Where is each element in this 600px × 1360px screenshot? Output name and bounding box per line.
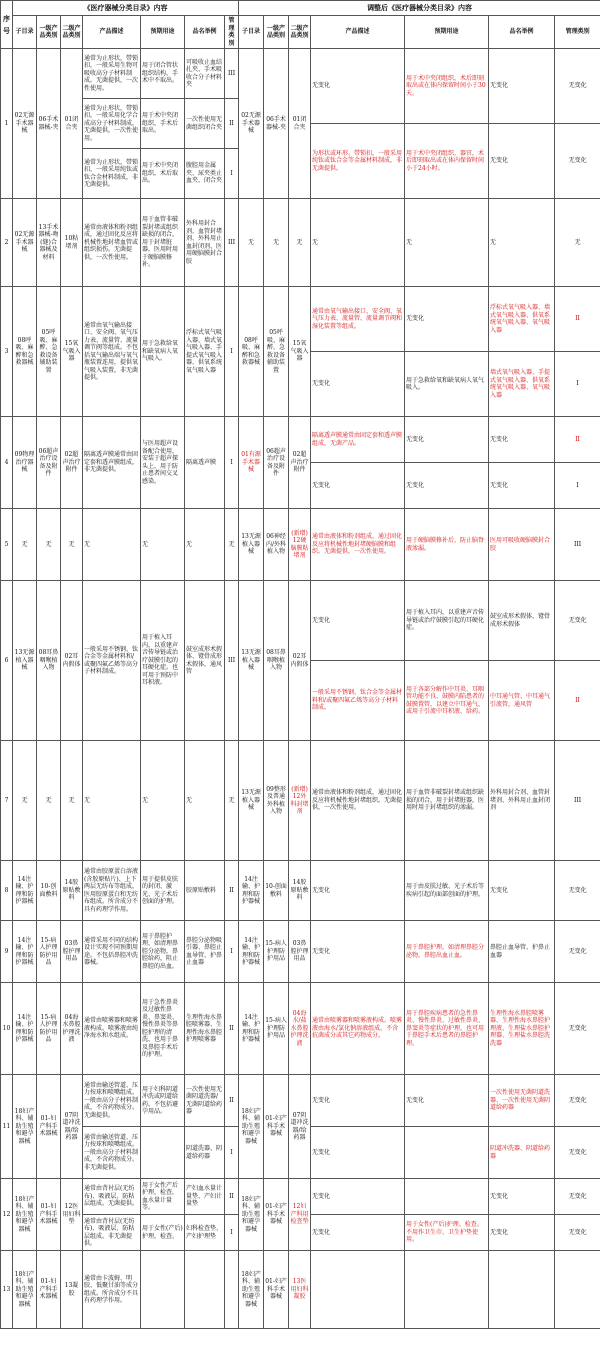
intended-use-cell: 用于急救给氧和缺氧病人氧气吸入。 <box>141 287 185 417</box>
adjusted-intended-use-cell: 用于鼻腔护理，如清理鼻腔分泌物，鼻腔出血止血。 <box>405 921 489 983</box>
adjusted-intended-use-cell <box>405 1179 489 1215</box>
seq-cell: 1 <box>1 49 13 199</box>
seq-cell: 13 <box>1 1251 13 1329</box>
product-examples-cell: 无 <box>185 741 225 861</box>
intended-use-cell: 用于鼻腔护理，如清理鼻腔分泌物，鼻腔给药，阻止鼻腔的出血。 <box>141 921 185 983</box>
adjusted-management-class-cell: III <box>555 741 600 861</box>
left-section-title: 《医疗器械分类目录》内容 <box>13 1 239 16</box>
adjusted-level1-category-cell: 05呼吸、麻醉、急救设备辅助装置 <box>264 287 289 417</box>
intended-use-cell: 无 <box>141 741 185 861</box>
catalog-row <box>1 983 600 1075</box>
table-body <box>1 49 600 1329</box>
management-class-cell: I <box>225 417 239 509</box>
product-examples-cell: 鼓室成形术假体、镫骨成形术假体，通风管 <box>185 581 225 741</box>
adjusted-subdirectory-cell: 01有源手术器械 <box>239 417 264 509</box>
adjusted-product-examples-cell: 浮标式氧气吸入器、墙式氧气吸入器、供氧系统氧气吸入器、氧气吸入器 <box>489 287 555 352</box>
adjusted-subdirectory-cell: 18妇产科、辅助生殖和避孕器械 <box>239 1075 264 1179</box>
management-class-cell <box>225 1251 239 1329</box>
seq-cell: 2 <box>1 199 13 287</box>
adjusted-intended-use-cell: 用于各部分解作中耳炎、耳咽管功能不良、鼓膜内陷患者的鼓膜置管，以建立中耳通气，或用于引流中耳积液、给药。 <box>405 661 489 741</box>
adjusted-intended-use-cell: 用于女性(产后)护理、检查。不用作卫生巾、卫生护垫使用。 <box>405 1215 489 1251</box>
subdirectory-cell: 13无源植入器械 <box>13 581 37 741</box>
adjusted-level2-category-cell: 14胶原贴敷料 <box>289 861 311 921</box>
adjusted-level2-category-cell: 04海水/盐水鼻腔护理洗液 <box>289 983 311 1075</box>
adjusted-intended-use-cell: 用于硬脑膜修补后，防止脑脊液渗漏。 <box>405 509 489 581</box>
adjusted-level2-category-cell: (新增)12硬脑膜粘堵剂 <box>289 509 311 581</box>
management-class-cell: II <box>225 1075 239 1127</box>
catalog-row <box>1 741 600 861</box>
seq-cell: 5 <box>1 509 13 581</box>
adjusted-intended-use-cell: 用于由皮肤过敏、光子术后等疾病引起的面部创面的护理。 <box>405 861 489 921</box>
adjusted-management-class-cell: I <box>555 352 600 417</box>
col-header: 产品描述 <box>311 16 405 49</box>
adjusted-product-examples-cell: 无变化 <box>489 1215 555 1251</box>
col-header: 预期用途 <box>141 16 185 49</box>
adjusted-product-examples-cell: 无变化 <box>489 49 555 124</box>
adjusted-product-examples-cell: 外科用封合剂、血管封堵剂、外科用止血封闭剂 <box>489 741 555 861</box>
adjusted-intended-use-cell: 无 <box>405 199 489 287</box>
adjusted-subdirectory-cell: 18妇产科、辅助生殖和避孕器械 <box>239 1179 264 1251</box>
subdirectory-cell: 14注输、护理和防护器械 <box>13 921 37 983</box>
catalog-row <box>1 581 600 661</box>
level1-category-cell: 10-创面敷料 <box>37 861 61 921</box>
level1-category-cell: 06超声治疗设备及附件 <box>37 417 61 509</box>
level1-category-cell: 13手术器械-吻(缝)合器械及材料 <box>37 199 61 287</box>
adjusted-level1-category-cell: 06超声治疗设备及附件 <box>264 417 289 509</box>
adjusted-description-cell: 无 <box>311 199 405 287</box>
col-header: 管理类别 <box>225 16 239 49</box>
adjusted-management-class-cell: I <box>555 463 600 509</box>
product-examples-cell: 一次性使用无菌组织闭合夹 <box>185 99 225 149</box>
adjusted-level2-category-cell: 01闭合夹 <box>289 49 311 199</box>
management-class-cell: II <box>225 861 239 921</box>
adjusted-management-class-cell: 无变化 <box>555 581 600 661</box>
level1-category-cell: 无 <box>37 509 61 581</box>
product-examples-cell: 生理性海水鼻腔喷雾器、生理性海水鼻腔护理喷雾器 <box>185 983 225 1075</box>
col-header: 品名举例 <box>489 16 555 49</box>
adjusted-level1-category-cell: 06手术器械-夹 <box>264 49 289 199</box>
adjusted-management-class-cell: 无变化 <box>555 124 600 199</box>
level2-category-cell: 02耳内假体 <box>61 581 83 741</box>
subdirectory-cell: 18妇产科、辅助生殖和避孕器械 <box>13 1251 37 1329</box>
intended-use-cell <box>141 1251 185 1329</box>
adjusted-intended-use-cell: 用于急救给氧和缺氧病人氧气吸入。 <box>405 352 489 417</box>
adjusted-level1-category-cell: 09整形及普通外科植入物 <box>264 741 289 861</box>
adjusted-description-cell: 无变化 <box>311 463 405 509</box>
intended-use-cell: 用于提供皮肤的封闭、激光、光子术后创面的护理。 <box>141 861 185 921</box>
adjusted-description-cell: 无变化 <box>311 581 405 661</box>
adjusted-product-examples-cell: 阴道冲洗器、阴道给药器 <box>489 1127 555 1179</box>
management-class-cell: III <box>225 49 239 99</box>
intended-use-cell: 用于女性产后护理，检查，血水量计量等。 <box>141 1179 185 1215</box>
subdirectory-cell: 14注输、护理和防护器械 <box>13 861 37 921</box>
level2-category-cell: 无 <box>61 741 83 861</box>
adjusted-intended-use-cell: 用于术中夹闭组织，器官，术后即刻取出或在体内保留时间小于24小时。 <box>405 124 489 199</box>
adjusted-intended-use-cell: 用于血管非破裂封堵或组织缺损的闭合，用于封堵脏器，医用时用于封堵组织的渗漏。 <box>405 741 489 861</box>
catalog-row <box>1 287 600 352</box>
adjusted-level2-category-cell: 无 <box>289 199 311 287</box>
adjusted-product-examples-cell: 无变化 <box>489 1179 555 1215</box>
intended-use-cell: 与医用超声设备配合使用，安装于超声探头上，用于防止患者间交叉感染。 <box>141 417 185 509</box>
seq-cell: 4 <box>1 417 13 509</box>
adjusted-level1-category-cell: 08耳鼻咽喉植入物 <box>264 581 289 741</box>
level1-category-cell: 15-病人护理防护用品 <box>37 921 61 983</box>
product-examples-cell: 胶原贴敷料 <box>185 861 225 921</box>
intended-use-cell: 用于植入耳内，以重建声音传导链或治疗鼓膜引起的耳硬化症。也可用于预防中耳积液。 <box>141 581 185 741</box>
description-cell: 一般采用不锈钢、钛合金等金属材料和/或聚四氟乙烯等高分子材料制成。 <box>83 581 141 741</box>
section-header-row <box>1 1 600 16</box>
management-class-cell: I <box>225 287 239 417</box>
adjusted-subdirectory-cell: 14注输、护理和防护器械 <box>239 861 264 921</box>
adjusted-management-class-cell: 无变化 <box>555 1075 600 1127</box>
level1-category-cell: 无 <box>37 741 61 861</box>
level2-category-cell: 12医用妇科垫 <box>61 1179 83 1251</box>
description-cell: 通常由背衬层(无纺布)、吸液层、防粘层组成。非无菌提供。 <box>83 1215 141 1251</box>
adjusted-level2-category-cell: 12妇产科用检查垫 <box>289 1179 311 1251</box>
adjusted-description-cell: 无变化 <box>311 352 405 417</box>
adjusted-intended-use-cell: 用于植入耳内，以重建声音传导链或治疗鼓膜引起的耳硬化症。 <box>405 581 489 661</box>
adjusted-description-cell: 通常由液体和粉剂组成，通过固化反应将机械性地封堵硬脑膜和组织。无菌提供，一次性使用。 <box>311 509 405 581</box>
product-examples-cell: 外科用封合剂、血管封堵剂、外科用止血封闭剂、医用硬脑膜封合胶 <box>185 199 225 287</box>
management-class-cell: II <box>225 1179 239 1215</box>
product-examples-cell: 妇科检查垫、产妇护理垫 <box>185 1215 225 1251</box>
management-class-cell: II <box>225 99 239 149</box>
intended-use-cell: 无 <box>141 509 185 581</box>
product-examples-cell: 隔离透声膜 <box>185 417 225 509</box>
adjusted-level2-category-cell: (新增)12外科封堵剂 <box>289 741 311 861</box>
product-examples-cell: 浮标式氧气吸入器、墙式氧气吸入器、手提式氧气吸入器、供氧系统氧气吸入器 <box>185 287 225 417</box>
seq-cell: 7 <box>1 741 13 861</box>
adjusted-description-cell: 通常由液体和粉剂组成，通过固化反应将机械性地封堵组织。无菌提供，一次性使用。 <box>311 741 405 861</box>
adjusted-management-class-cell: III <box>555 509 600 581</box>
col-header: 一级产品类别 <box>37 16 61 49</box>
adjusted-description-cell <box>311 1251 405 1329</box>
adjusted-product-examples-cell: 鼓室成形术假体、镫骨成形术假体 <box>489 581 555 661</box>
product-examples-cell <box>185 1251 225 1329</box>
management-class-cell: I <box>225 1127 239 1179</box>
catalog-row <box>1 1179 600 1215</box>
adjusted-level1-category-cell: 06神经内/外科植入物 <box>264 509 289 581</box>
level1-category-cell: 15-病人护理防护用品 <box>37 983 61 1075</box>
adjusted-management-class-cell: 无变化 <box>555 1215 600 1251</box>
subdirectory-cell: 08呼吸、麻醉和急救器械 <box>13 287 37 417</box>
adjusted-intended-use-cell <box>405 1251 489 1329</box>
level1-category-cell: 01-妇产科手术器械 <box>37 1075 61 1179</box>
col-header: 品名举例 <box>185 16 225 49</box>
description-cell: 通常由背衬层(无纺布)、吸液层、防粘层组成。无菌提供。 <box>83 1179 141 1215</box>
adjusted-intended-use-cell: 无变化 <box>405 417 489 463</box>
product-examples-cell: 无 <box>185 509 225 581</box>
management-class-cell: 无 <box>225 509 239 581</box>
intended-use-cell: 用于血管非破裂封堵或组织缺损的闭合，用于封堵脏器，医用时用于硬脑膜修补。 <box>141 199 185 287</box>
seq-cell: 3 <box>1 287 13 417</box>
adjusted-product-examples-cell <box>489 1251 555 1329</box>
seq-cell: 11 <box>1 1075 13 1179</box>
adjusted-subdirectory-cell: 02无源手术器械 <box>239 49 264 199</box>
right-section-title: 调整后《医疗器械分类目录》内容 <box>239 1 600 16</box>
adjusted-management-class-cell: 无变化 <box>555 861 600 921</box>
management-class-cell: II <box>225 983 239 1075</box>
subdirectory-cell: 18妇产科、辅助生殖和避孕器械 <box>13 1075 37 1179</box>
seq-cell: 6 <box>1 581 13 741</box>
adjusted-product-examples-cell: 无 <box>489 199 555 287</box>
level2-category-cell: 02超声治疗附件 <box>61 417 83 509</box>
adjusted-level1-category-cell: 15-病人护理防护用品 <box>264 921 289 983</box>
catalog-row <box>1 417 600 463</box>
product-examples-cell: 可吸收止血结扎夹、手术吸收合分子材料夹 <box>185 49 225 99</box>
level1-category-cell: 05呼吸、麻醉、急救设备辅助装置 <box>37 287 61 417</box>
product-examples-cell: 一次性使用无菌阴道洗器/无菌阴道给药器 <box>185 1075 225 1127</box>
catalog-row <box>1 1075 600 1127</box>
level2-category-cell: 13凝胶 <box>61 1251 83 1329</box>
description-cell: 通常由液体和粉剂组成，通过固化反应将机械性地封堵血管或组织损伤。无菌提供，一次性使用。 <box>83 199 141 287</box>
subdirectory-cell: 14注输、护理和防护器械 <box>13 983 37 1075</box>
adjusted-subdirectory-cell: 14注输、护理和防护器械 <box>239 983 264 1075</box>
intended-use-cell: 用于女性(产后)护理，检查。 <box>141 1215 185 1251</box>
level2-category-cell: 04海水鼻腔护理洗液 <box>61 983 83 1075</box>
management-class-cell: I <box>225 149 239 199</box>
adjusted-level1-category-cell: 01-妇产科手术器械 <box>264 1251 289 1329</box>
adjusted-intended-use-cell: 无变化 <box>405 463 489 509</box>
adjusted-subdirectory-cell: 13无源植入器械 <box>239 581 264 741</box>
level2-category-cell: 10粘堵剂 <box>61 199 83 287</box>
col-header: 二级产品类别 <box>61 16 83 49</box>
level2-category-cell: 03鼻腔护理用品 <box>61 921 83 983</box>
seq-header: 序号 <box>1 1 13 49</box>
adjusted-level1-category-cell: 无 <box>264 199 289 287</box>
adjusted-level1-category-cell: 01-妇产科手术器械 <box>264 1179 289 1251</box>
col-header: 一级产品类别 <box>264 16 289 49</box>
adjusted-management-class-cell: 无变化 <box>555 983 600 1075</box>
adjusted-product-examples-cell: 无变化 <box>489 417 555 463</box>
catalog-row <box>1 199 600 287</box>
subdirectory-cell: 02无源手术器械 <box>13 199 37 287</box>
adjusted-product-examples-cell: 鼻腔止血导管、护鼻止血器 <box>489 921 555 983</box>
subdirectory-cell: 无 <box>13 509 37 581</box>
description-cell: 无 <box>83 509 141 581</box>
adjusted-product-examples-cell: 生理性海水鼻腔喷雾器、生理性海水鼻腔护理液、生理盐水鼻腔护理器、生理盐水鼻腔洗洗器 <box>489 983 555 1075</box>
adjusted-intended-use-cell: 无变化 <box>405 287 489 352</box>
adjusted-management-class-cell: 无变化 <box>555 1179 600 1215</box>
product-examples-cell: 腹腔用金属夹、尿夹类止血夹、闭合夹 <box>185 149 225 199</box>
product-examples-cell: 产妇血水量计量垫、产妇计量垫 <box>185 1179 225 1215</box>
adjusted-description-cell: 为形状或环形，带锁扣，一般采用纯钛或钛合金等金属材料制成，非无菌提供。 <box>311 124 405 199</box>
seq-cell: 8 <box>1 861 13 921</box>
adjusted-intended-use-cell: 无变化 <box>405 1075 489 1127</box>
level1-category-cell: 08耳鼻咽喉植入物 <box>37 581 61 741</box>
level2-category-cell: 07阴道冲洗器/给药器 <box>61 1075 83 1179</box>
adjusted-level2-category-cell: 02耳内假体 <box>289 581 311 741</box>
description-cell: 通常由输送管道、压力按球和喷嘴组成。一般由高分子材料制成，不含药物成分。非无菌提供。 <box>83 1127 141 1179</box>
catalog-row <box>1 921 600 983</box>
subdirectory-cell: 09物理治疗器械 <box>13 417 37 509</box>
catalog-row <box>1 49 600 74</box>
adjusted-intended-use-cell: 用于鼻腔疾病患者的急性鼻炎、慢性鼻炎、过敏性鼻炎、鼻窦炎等症状的护理，也可用于鼻腔手术后患者的鼻腔护理。 <box>405 983 489 1075</box>
adjusted-management-class-cell <box>555 1251 600 1329</box>
intended-use-cell: 用于术中夹闭组织，手术后取出。 <box>141 99 185 149</box>
col-header: 子目录 <box>239 16 264 49</box>
description-cell: 通常为止形状，带锁扣，一般采用生物可吸收高分子材料制成。无菌提供，一次性使用。 <box>83 49 141 99</box>
adjusted-level2-category-cell: 02超声治疗附件 <box>289 417 311 509</box>
subdirectory-cell: 02无源手术器械 <box>13 49 37 199</box>
seq-cell: 12 <box>1 1179 13 1251</box>
level2-category-cell: 01闭合夹 <box>61 49 83 199</box>
col-header: 产品描述 <box>83 16 141 49</box>
level1-category-cell: 01-妇产科手术器械 <box>37 1251 61 1329</box>
description-cell: 通常由卡波姆、明胶、低聚甘油等成分组成。所含成分不具有药理学作用。 <box>83 1251 141 1329</box>
intended-use-cell: 用于妇科阴道冲洗或阴道给药。不包括避孕用品。 <box>141 1075 185 1127</box>
adjusted-product-examples-cell: 一次性使用无菌阴道洗器、一次性使用无菌阴道给药器 <box>489 1075 555 1127</box>
adjusted-description-cell: 一般采用不锈钢、钛合金等金属材料和/或聚四氟乙烯等高分子材料制成。 <box>311 661 405 741</box>
intended-use-cell: 用于闭合管状组织结构，手术中不取出。 <box>141 49 185 99</box>
adjusted-description-cell: 无变化 <box>311 1127 405 1179</box>
col-header: 子目录 <box>13 16 37 49</box>
adjusted-product-examples-cell: 无变化 <box>489 463 555 509</box>
description-cell: 通常由胶原蛋白溶液(含胶原贴片)、上下两层无纺布等组成，医用胶原蛋白和无纺布组成。所含成分不具有药理学作用。 <box>83 861 141 921</box>
adjusted-subdirectory-cell: 08呼吸、麻醉和急救器械 <box>239 287 264 417</box>
description-cell: 通常为止形状，带锁扣，一般采用纯钛或钛合金材料制成，非无菌提供。 <box>83 149 141 199</box>
intended-use-cell <box>141 1127 185 1179</box>
description-cell: 通常采用不同的结构设计实现不同预期用途。不包括鼻腔冲洗器械。 <box>83 921 141 983</box>
adjusted-subdirectory-cell: 18妇产科、辅助生殖和避孕器械 <box>239 1251 264 1329</box>
adjusted-product-examples-cell: 无变化 <box>489 124 555 199</box>
management-class-cell: I <box>225 1215 239 1251</box>
adjusted-product-examples-cell: 墙式氧气吸入器、手提式氧气吸入器、供氧系统氧气吸入器、氧气吸入器 <box>489 352 555 417</box>
adjusted-management-class-cell: 无 <box>555 199 600 287</box>
adjusted-intended-use-cell <box>405 1127 489 1179</box>
adjusted-description-cell: 无变化 <box>311 49 405 124</box>
adjusted-subdirectory-cell: 13无源植入器械 <box>239 509 264 581</box>
management-class-cell: 无 <box>225 741 239 861</box>
adjusted-level2-category-cell: 15氧气吸入器 <box>289 287 311 417</box>
adjusted-description-cell: 隔离透声膜通常由固定套和透声膜组成，无菌产品。 <box>311 417 405 463</box>
description-cell: 通常为止形状，带锁扣，一般采用化学合成高分子材料制成，无菌提供，一次性使用。 <box>83 99 141 149</box>
seq-cell: 10 <box>1 983 13 1075</box>
level2-category-cell: 无 <box>61 509 83 581</box>
adjusted-level2-category-cell: 03鼻腔护理用品 <box>289 921 311 983</box>
subdirectory-cell: 18妇产科、辅助生殖和避孕器械 <box>13 1179 37 1251</box>
adjusted-management-class-cell: 无变化 <box>555 921 600 983</box>
management-class-cell: I <box>225 921 239 983</box>
management-class-cell: III <box>225 199 239 287</box>
adjusted-management-class-cell: II <box>555 661 600 741</box>
adjusted-description-cell: 无变化 <box>311 921 405 983</box>
adjusted-management-class-cell: 无变化 <box>555 49 600 124</box>
adjusted-management-class-cell: II <box>555 417 600 463</box>
adjusted-level1-category-cell: 10-创面敷料 <box>264 861 289 921</box>
catalog-row <box>1 1251 600 1329</box>
adjusted-level1-category-cell: 15-病人护理防护用品 <box>264 983 289 1075</box>
adjusted-product-examples-cell: 无变化 <box>489 861 555 921</box>
catalog-row <box>1 861 600 921</box>
adjusted-product-examples-cell: 医用可吸收硬脑膜封合胶 <box>489 509 555 581</box>
product-examples-cell: 阴道洗器、阴道给药器 <box>185 1127 225 1179</box>
seq-cell: 9 <box>1 921 13 983</box>
description-cell: 无 <box>83 741 141 861</box>
adjusted-level2-category-cell: 13医用妇科凝胶 <box>289 1251 311 1329</box>
intended-use-cell: 用于急性鼻炎及过敏性鼻炎、鼻窦炎、慢性鼻炎等鼻腔护理的清洗，也用于鼻及鼻腔手术后的护理。 <box>141 983 185 1075</box>
level1-category-cell: 01-妇产科手术器械 <box>37 1179 61 1251</box>
description-cell: 隔离透声膜通常由固定套和透声膜组成，非无菌提供。 <box>83 417 141 509</box>
adjusted-subdirectory-cell: 无 <box>239 199 264 287</box>
level2-category-cell: 14胶原贴敷料 <box>61 861 83 921</box>
management-class-cell: III <box>225 581 239 741</box>
adjusted-management-class-cell: 无变化 <box>555 1127 600 1179</box>
intended-use-cell: 用于术中夹闭组织，术后取出。 <box>141 149 185 199</box>
col-header: 二级产品类别 <box>289 16 311 49</box>
adjusted-description-cell: 通常由氧气输出接口、安全阀、氧气压力表、流量管、流量调节阀和湿化装置等组成。 <box>311 287 405 352</box>
col-header: 管理类别 <box>555 16 600 49</box>
adjusted-level1-category-cell: 01-妇产科手术器械 <box>264 1075 289 1179</box>
description-cell: 通常由喷雾器和喷雾液构成。喷雾液由纯净海水和水组成。 <box>83 983 141 1075</box>
catalog-row <box>1 509 600 581</box>
adjusted-management-class-cell: II <box>555 287 600 352</box>
adjusted-description-cell: 通常由喷雾器和喷雾液构成。喷雾液由海水/氯化钠溶液组成。不含抗菌成分或其它药物成分。 <box>311 983 405 1075</box>
subdirectory-cell: 无 <box>13 741 37 861</box>
level2-category-cell: 15氧气吸入器 <box>61 287 83 417</box>
adjusted-description-cell: 无变化 <box>311 861 405 921</box>
adjusted-subdirectory-cell: 14注输、护理和防护器械 <box>239 921 264 983</box>
col-header: 预期用途 <box>405 16 489 49</box>
adjusted-intended-use-cell: 用于术中夹闭组织，术后即刻取出或在体内保留时间小于30天。 <box>405 49 489 124</box>
adjusted-description-cell: 无变化 <box>311 1075 405 1127</box>
product-examples-cell: 鼻腔分泌物吸引器、鼻腔止血导管、护鼻止血器 <box>185 921 225 983</box>
description-cell: 通常由氧气输出接口、安全阀、氧气压力表、流量管、流量调节阀等组成。不包括氧气输出端与氧气瓶装置连用，提供氧气吸入装置，非无菌提供。 <box>83 287 141 417</box>
description-cell: 通常由输送管道、压力按球和喷嘴组成。一般由高分子材料制成，不含药物成分。无菌提供。 <box>83 1075 141 1127</box>
column-header-row <box>1 16 600 49</box>
adjusted-subdirectory-cell: 13无源植入器械 <box>239 741 264 861</box>
adjusted-description-cell: 无变化 <box>311 1215 405 1251</box>
level1-category-cell: 06手术器械-夹 <box>37 49 61 199</box>
adjusted-description-cell: 无变化 <box>311 1179 405 1215</box>
adjusted-product-examples-cell: 中耳通气管、中耳通气引流管，通风管 <box>489 661 555 741</box>
adjusted-level2-category-cell: 07阴道冲洗器/给药器 <box>289 1075 311 1179</box>
